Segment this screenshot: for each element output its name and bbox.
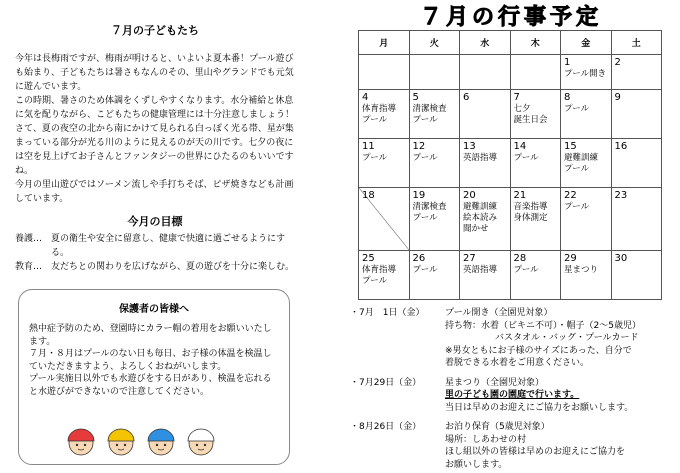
weekday-header-row bbox=[359, 31, 662, 55]
calendar-day-cell bbox=[611, 139, 662, 188]
day-events: 音楽指導 身体測定 bbox=[513, 202, 548, 224]
event-date bbox=[350, 459, 445, 472]
goal-text: 夏の衛生や安全に留意し、健康で快適に過ごせるようにする。 bbox=[51, 234, 286, 258]
day-number: 7 bbox=[513, 92, 520, 104]
event-line bbox=[350, 307, 670, 320]
event-date bbox=[350, 434, 445, 447]
calendar-day-cell bbox=[561, 139, 612, 188]
children-illustration bbox=[63, 422, 219, 458]
day-number: 26 bbox=[412, 252, 426, 264]
calendar-day-cell bbox=[561, 90, 612, 139]
weekday-header: 水 bbox=[460, 31, 511, 55]
calendar-day-cell bbox=[510, 139, 561, 188]
goals-title: 今月の目標 bbox=[127, 215, 183, 228]
day-number: 27 bbox=[463, 252, 476, 264]
goal-item bbox=[15, 260, 295, 274]
day-events: 清潔検査 プール bbox=[412, 104, 447, 126]
event-calendar bbox=[358, 30, 662, 300]
day-events: 体育指導 プール bbox=[362, 264, 397, 286]
calendar-day-cell bbox=[611, 250, 662, 299]
event-text: 里の子ども園の園庭で行います。 bbox=[445, 390, 580, 400]
goal-text: 友だちとの関わりを広げながら、夏の遊びを十分に楽しむ。 bbox=[51, 262, 295, 272]
calendar-day-cell bbox=[409, 90, 460, 139]
event-date: ・8月26日（金） bbox=[350, 422, 422, 432]
event-text: お泊り保育（5歳児対象） bbox=[445, 422, 550, 432]
calendar-day-cell bbox=[409, 139, 460, 188]
weekday-header: 火 bbox=[409, 31, 460, 55]
calendar-day-cell bbox=[561, 250, 612, 299]
day-number: 19 bbox=[412, 190, 426, 202]
day-number: 6 bbox=[463, 92, 470, 104]
calendar-day-cell bbox=[510, 90, 561, 139]
calendar-day-cell bbox=[611, 55, 662, 90]
event-date bbox=[350, 402, 445, 415]
notice-title: 保護者の皆様へ bbox=[119, 304, 189, 315]
calendar-day-cell bbox=[359, 90, 410, 139]
calendar-day-cell bbox=[510, 55, 561, 90]
day-number: 29 bbox=[564, 252, 577, 264]
event-line bbox=[350, 345, 670, 358]
day-events: プール bbox=[362, 153, 388, 164]
calendar-day-cell bbox=[409, 55, 460, 90]
calendar-week-row bbox=[359, 90, 662, 139]
calendar-day-cell bbox=[510, 250, 561, 299]
event-line bbox=[350, 357, 670, 370]
event-date bbox=[350, 389, 445, 402]
event-date bbox=[350, 357, 445, 370]
calendar-body bbox=[359, 55, 662, 300]
day-number: 23 bbox=[614, 190, 628, 202]
children-paragraph: さて、夏の夜空の北から南にかけて見られる白っぽく光る帯、星が集まっている部分が光る川のように見えるのが天の川です。七夕の夜には空を見上げてお子さんとファンタジーの世界にひたるのもいいですね。 bbox=[15, 124, 294, 176]
day-number: 14 bbox=[513, 141, 527, 153]
calendar-day-cell bbox=[510, 188, 561, 251]
calendar-week-row bbox=[359, 250, 662, 299]
day-events: 避難訓練 絵本読み 聞かせ bbox=[463, 202, 498, 235]
day-events: プール bbox=[564, 104, 590, 115]
calendar-day-cell bbox=[359, 250, 410, 299]
calendar-day-cell bbox=[561, 55, 612, 90]
day-number: 21 bbox=[513, 190, 527, 202]
calendar-day-cell bbox=[561, 188, 612, 251]
day-number: 20 bbox=[463, 190, 476, 202]
event-line bbox=[350, 421, 670, 434]
day-number: 25 bbox=[362, 252, 375, 264]
event-text: 場所：しあわせの村 bbox=[445, 434, 527, 445]
day-events: 避難訓練 プール bbox=[564, 153, 599, 175]
calendar-day-cell bbox=[460, 139, 511, 188]
children-paragraph: この時期、暑さのため体調をくずしやすくなります。水分補給と休息に気を配りながら、こどもたちの健康管理には十分注意しましょう！ bbox=[15, 96, 295, 120]
day-events: プール bbox=[513, 153, 539, 164]
day-number: 16 bbox=[614, 141, 628, 153]
day-events: 星まつり bbox=[564, 264, 599, 275]
calendar-week-row bbox=[359, 139, 662, 188]
day-number: 2 bbox=[614, 57, 621, 68]
day-number: 28 bbox=[513, 252, 527, 264]
calendar-day-cell bbox=[359, 55, 410, 90]
calendar-day-cell bbox=[409, 188, 460, 251]
day-events: プール bbox=[412, 264, 438, 275]
event-text: お願いします。 bbox=[445, 459, 508, 470]
day-events: 七夕 誕生日会 bbox=[513, 104, 548, 126]
event-line bbox=[350, 377, 670, 390]
child-red-cap-icon bbox=[63, 422, 99, 458]
calendar-day-cell bbox=[359, 188, 410, 251]
day-events: 英語指導 bbox=[463, 153, 498, 164]
event-text: 着脱できる水着をご用意ください。 bbox=[445, 358, 590, 368]
event-date: ・7月 1日（金） bbox=[350, 308, 425, 318]
day-events: プール開き bbox=[564, 69, 607, 79]
goal-label: 教育… bbox=[15, 262, 43, 272]
day-number: 18 bbox=[362, 190, 375, 202]
calendar-day-cell bbox=[460, 250, 511, 299]
event-text: ※男女ともにお子様のサイズにあった、自分で bbox=[445, 345, 632, 356]
calendar-day-cell bbox=[409, 250, 460, 299]
event-line bbox=[350, 402, 670, 415]
day-events: プール bbox=[513, 264, 539, 275]
children-section bbox=[15, 22, 295, 274]
calendar-title: ７月の行事予定 bbox=[420, 5, 603, 30]
children-paragraph: 今年は長梅雨ですが、梅雨が明けると、いよいよ夏本番！プール遊びも始まり、子どもたちは暑さもなんのその、里山やグランドでも元気に遊んでいます。 bbox=[15, 54, 294, 92]
event-date bbox=[350, 446, 445, 459]
calendar-day-cell bbox=[460, 90, 511, 139]
event-date bbox=[350, 345, 445, 358]
day-number: 12 bbox=[412, 141, 426, 153]
event-line bbox=[350, 459, 670, 472]
event-details bbox=[350, 307, 670, 471]
child-yellow-cap-icon bbox=[103, 422, 139, 458]
child-white-cap-icon bbox=[183, 422, 219, 458]
calendar-day-cell bbox=[359, 139, 410, 188]
calendar-day-cell bbox=[460, 188, 511, 251]
day-events: 英語指導 bbox=[463, 264, 498, 275]
day-events: 体育指導 プール bbox=[362, 104, 397, 126]
event-text: 当日は早めのお迎えにご協力をお願いします。 bbox=[445, 402, 634, 413]
calendar-day-cell bbox=[611, 188, 662, 251]
day-number: 5 bbox=[412, 92, 419, 104]
children-paragraph: 今月の里山遊びではソーメン流しや手打ちそば、ピザ焼きなども計画しています。 bbox=[15, 180, 294, 204]
event-date bbox=[350, 320, 445, 333]
event-line bbox=[350, 332, 670, 345]
calendar-day-cell bbox=[611, 90, 662, 139]
child-blue-cap-icon bbox=[143, 422, 179, 458]
day-number: 11 bbox=[362, 141, 375, 153]
children-title: ７月の子どもたち bbox=[111, 24, 199, 37]
event-text: ほし組以外の皆様は早めのお迎えにご協力を bbox=[445, 447, 626, 457]
day-number: 9 bbox=[614, 92, 621, 104]
event-text: 星まつり（全園児対象） bbox=[445, 377, 545, 388]
calendar-week-row bbox=[359, 55, 662, 90]
day-number: 1 bbox=[564, 57, 571, 68]
event-text: プール開き（全園児対象） bbox=[445, 308, 553, 318]
goal-label: 養護… bbox=[15, 234, 43, 244]
day-number: 4 bbox=[362, 92, 369, 104]
day-events: プール bbox=[412, 153, 438, 164]
calendar-day-cell bbox=[460, 55, 511, 90]
event-line bbox=[350, 434, 670, 447]
day-events: プール bbox=[564, 202, 590, 213]
notice-paragraph: ７月・８月はプールのない日も毎日、お子様の体温を検温していただきますよう、よろしくおねがいします。 bbox=[29, 349, 272, 372]
event-text: 持ち物：水着（ビキニ不可）・帽子（2～5歳児） bbox=[445, 320, 641, 331]
weekday-header: 土 bbox=[611, 31, 662, 55]
day-number: 15 bbox=[564, 141, 577, 153]
weekday-header: 金 bbox=[561, 31, 612, 55]
goal-item bbox=[15, 232, 295, 260]
day-number: 22 bbox=[564, 190, 577, 202]
notice-paragraph: 熱中症予防のため、登園時にカラー帽の着用をお願いいたします。 bbox=[29, 324, 272, 347]
weekday-header: 木 bbox=[510, 31, 561, 55]
event-text: バスタオル・バッグ・プールカード bbox=[495, 333, 639, 343]
day-events: 清潔検査 プール bbox=[412, 202, 447, 224]
calendar-week-row bbox=[359, 188, 662, 251]
event-line bbox=[350, 446, 670, 459]
day-number: 30 bbox=[614, 252, 628, 264]
weekday-header: 月 bbox=[359, 31, 410, 55]
notice-paragraph: プール実施日以外でも水遊びをする日があり、検温を忘れると水遊びができないので注意してください。 bbox=[29, 374, 272, 397]
event-line bbox=[350, 320, 670, 333]
event-date: ・7月29日（金） bbox=[350, 377, 422, 388]
event-line bbox=[350, 389, 670, 402]
event-date bbox=[350, 332, 445, 345]
parents-notice-box bbox=[18, 289, 290, 465]
day-number: 13 bbox=[463, 141, 476, 153]
day-number: 8 bbox=[564, 92, 571, 104]
